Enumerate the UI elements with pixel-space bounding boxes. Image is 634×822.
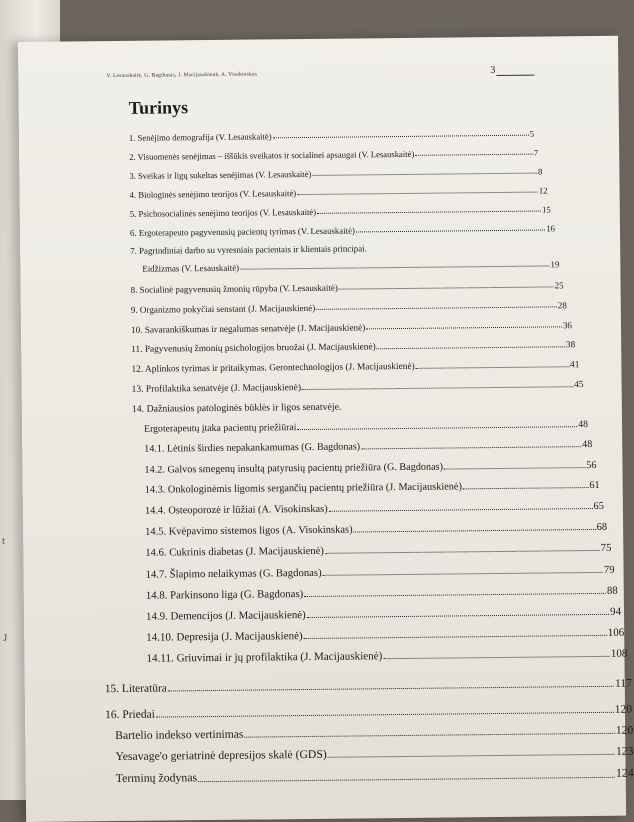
- toc-entry: [131, 320, 572, 335]
- toc-entry: [132, 380, 584, 395]
- toc-entry: [105, 678, 632, 696]
- toc-entry-page: 61: [589, 479, 600, 492]
- left-page-mark: t: [2, 535, 6, 547]
- toc-entry: [130, 223, 555, 237]
- dot-leader: [329, 508, 593, 512]
- toc-entry: [144, 439, 592, 455]
- toc-entry-page: 79: [603, 563, 615, 576]
- toc-entry: [146, 627, 624, 644]
- toc-entry-title: 16. Priedai: [104, 708, 155, 722]
- dot-leader: [273, 135, 529, 139]
- toc-entry-title: 14.6. Cukrinis diabetas (J. Macijauskienė): [145, 545, 325, 559]
- toc-entry-page: 45: [574, 380, 584, 391]
- dot-leader: [328, 754, 615, 758]
- dot-leader: [316, 306, 556, 310]
- running-head: V. Lesauskaitė, G. Bagdonas, J. Macijauskienė, A. Visokinskas: [106, 71, 258, 80]
- toc-entry-page: 48: [582, 439, 593, 451]
- toc-entry: [131, 360, 579, 375]
- dot-leader: [377, 346, 565, 349]
- toc-entry: [130, 185, 548, 199]
- toc-entry-page: 120: [615, 723, 634, 737]
- toc-entry: [116, 766, 634, 786]
- toc-entry-title: 2. Visuomenės senėjimas – iššūkis sveikatos ir socialinei apsaugai (V. Lesauskaitė): [129, 148, 415, 162]
- toc-entry-page: 19: [550, 259, 560, 270]
- toc-entry-page: 5: [529, 128, 535, 139]
- toc-entry-page: 36: [562, 320, 573, 331]
- dot-leader: [312, 173, 537, 176]
- toc-entry: [146, 648, 627, 665]
- dot-leader: [463, 487, 588, 489]
- toc-entry-title: Eidžizmas (V. Lesauskaitė): [142, 262, 240, 274]
- dot-leader: [416, 366, 569, 369]
- toc-entry-title: 15. Literatūra: [104, 682, 167, 696]
- dot-leader: [156, 712, 614, 718]
- dot-leader: [240, 265, 549, 269]
- toc-entry: [145, 501, 604, 517]
- toc-entry-title: 4. Biologinės senėjimo teorijos (V. Lesauskaitė): [129, 188, 297, 200]
- toc-entry-page: 16: [546, 223, 556, 234]
- toc-entry-page: 15: [542, 204, 551, 215]
- toc-entry-page: 124: [615, 765, 634, 780]
- toc-entry: [146, 564, 615, 581]
- toc-entry-page: 117: [615, 677, 632, 690]
- toc-entry-title: 10. Savarankiškumas ir negalumas senatvėje (J. Macijauskienė): [130, 322, 366, 335]
- book-page: [18, 36, 634, 822]
- toc-entry-title: 14.10. Depresija (J. Macijauskienė): [146, 630, 303, 644]
- dot-leader: [302, 386, 573, 390]
- toc-entry-title: 12. Aplinkos tyrimas ir pritaikymas. Gerontechnologijos (J. Macijauskienė): [131, 361, 415, 375]
- toc-entry-title: 14.4. Osteoporozė ir lūžiai (A. Visokinskas): [144, 503, 328, 517]
- dot-leader: [323, 572, 603, 576]
- toc-entry: [144, 460, 596, 476]
- toc-entry-page: 68: [596, 521, 608, 533]
- toc-entry: [105, 704, 632, 722]
- dot-leader: [339, 286, 554, 289]
- toc-entry-page: 75: [600, 542, 612, 554]
- toc-entry-title: Yesavage'o geriatrinė depresijos skalė (GDS): [115, 747, 327, 764]
- toc-entry-page: 12: [538, 185, 548, 196]
- dot-leader: [297, 192, 538, 196]
- toc-entry: [145, 480, 600, 496]
- left-page-mark: J: [3, 632, 8, 644]
- dot-leader: [444, 467, 585, 469]
- toc-entry-page: 108: [610, 647, 628, 660]
- dot-leader: [304, 635, 607, 639]
- toc-entry: [130, 204, 551, 218]
- toc-entry: [145, 543, 611, 559]
- toc-entry-page: 25: [554, 280, 564, 291]
- toc-entry-title: 13. Profilaktika senatvėje (J. Macijauskienė): [131, 383, 302, 395]
- toc-entry-title: 6. Ergoterapeuto pagyvenusių pacientų tyrimas (V. Lesauskaitė): [129, 225, 355, 238]
- toc-entry: [129, 148, 538, 162]
- dot-leader: [325, 550, 600, 554]
- toc-entry: [115, 724, 633, 742]
- toc-entry: [131, 340, 575, 355]
- toc-entry-page: 41: [569, 360, 580, 371]
- dot-leader: [198, 777, 615, 782]
- toc-entry-title: 14.5. Kvėpavimo sistemos ligos (A. Visokinskas): [145, 524, 353, 538]
- toc-entry: [144, 419, 588, 435]
- toc-entry-title: 14.8. Parkinsono liga (G. Bagdonas): [145, 588, 304, 602]
- page-number: 3: [490, 65, 496, 77]
- dot-leader: [244, 733, 614, 738]
- toc-entry: [115, 745, 633, 763]
- table-of-contents: [18, 36, 634, 822]
- toc-entry: [131, 280, 564, 295]
- toc-entry-title: 14.2. Galvos smegenų insultą patyrusių pacientų priežiūra (G. Bagdonas): [144, 461, 444, 476]
- toc-entry-title: 1. Senėjimo demografija (V. Lesauskaitė): [128, 131, 272, 143]
- toc-entry-page: 8: [538, 166, 543, 177]
- dot-leader: [317, 211, 541, 214]
- toc-entry-title: 3. Sveikas ir ligų sukeltas senėjimas (V. Lesauskaitė): [129, 168, 312, 181]
- toc-entry-page: 7: [533, 147, 539, 158]
- toc-entry: [146, 606, 621, 623]
- toc-entry-page: 56: [586, 459, 597, 472]
- toc-entry-heading-line: 14. Dažniausios patologinės būklės ir ligos senatvėje.: [131, 401, 342, 415]
- toc-entry-page: 120: [614, 703, 633, 716]
- toc-entry: [142, 259, 559, 273]
- dot-leader: [415, 154, 533, 156]
- toc-entry: [131, 300, 567, 315]
- dot-leader: [383, 656, 609, 659]
- toc-entry-page: 106: [607, 626, 625, 639]
- toc-entry-page: 38: [565, 340, 576, 351]
- toc-entry-title: 14.7. Šlapimo nelaikymas (G. Bagdonas): [145, 566, 322, 581]
- dot-leader: [354, 529, 596, 533]
- toc-entry-title: 5. Psichosocialinės senėjimo teorijos (V. Lesauskaitė): [129, 206, 317, 219]
- toc-entry-title: 14.11. Griuvimai ir jų profilaktika (J. Macijauskienė): [146, 650, 383, 665]
- dot-leader: [356, 229, 545, 232]
- toc-entry-title: 14.3. Onkologinėmis ligomis sergančių pacientų priežiūra (J. Macijauskienė): [144, 481, 462, 496]
- toc-entry: [129, 167, 542, 181]
- toc-entry: [129, 129, 534, 143]
- dot-leader: [307, 614, 609, 618]
- toc-entry-heading-line: 7. Pagrindiniai darbo su vyresniais pacientais ir klientais principai.: [130, 243, 367, 256]
- toc-entry-page: 48: [578, 419, 589, 431]
- toc-entry-title: 14.9. Demencijos (J. Macijauskienė): [145, 609, 306, 623]
- toc-entry-title: Ergoterapeutų įtaka pacientų priežiūrai: [144, 422, 297, 435]
- toc-entry-title: 11. Pagyvenusių žmonių psichologijos bruožai (J. Macijauskienė): [131, 342, 376, 355]
- toc-entry-page: 65: [593, 500, 604, 512]
- dot-leader: [304, 593, 606, 597]
- toc-entry-title: 9. Organizmo pokyčiai senstant (J. Macijauskienė): [130, 302, 316, 315]
- toc-entry-page: 88: [606, 584, 618, 597]
- dot-leader: [168, 686, 614, 692]
- toc-entry-title: 8. Socialinė pagyvenusių žmonių rūpyba (V. Lesauskaitė): [130, 282, 338, 295]
- toc-entry-page: 123: [615, 744, 634, 758]
- toc-entry-title: 14.1. Lėtinis širdies nepakankamumas (G. Bagdonas): [144, 441, 361, 455]
- toc-entry: [146, 585, 618, 602]
- dot-leader: [366, 326, 562, 329]
- dot-leader: [361, 446, 581, 449]
- toc-entry-page: 94: [610, 605, 622, 618]
- toc-entry-title: Bartelio indekso vertinimas: [115, 727, 244, 743]
- dot-leader: [297, 426, 577, 430]
- toc-entry-page: 28: [557, 300, 567, 311]
- toc-entry: [145, 522, 607, 538]
- toc-title: Turinys: [128, 97, 189, 118]
- toc-entry-title: Terminų žodynas: [115, 770, 198, 786]
